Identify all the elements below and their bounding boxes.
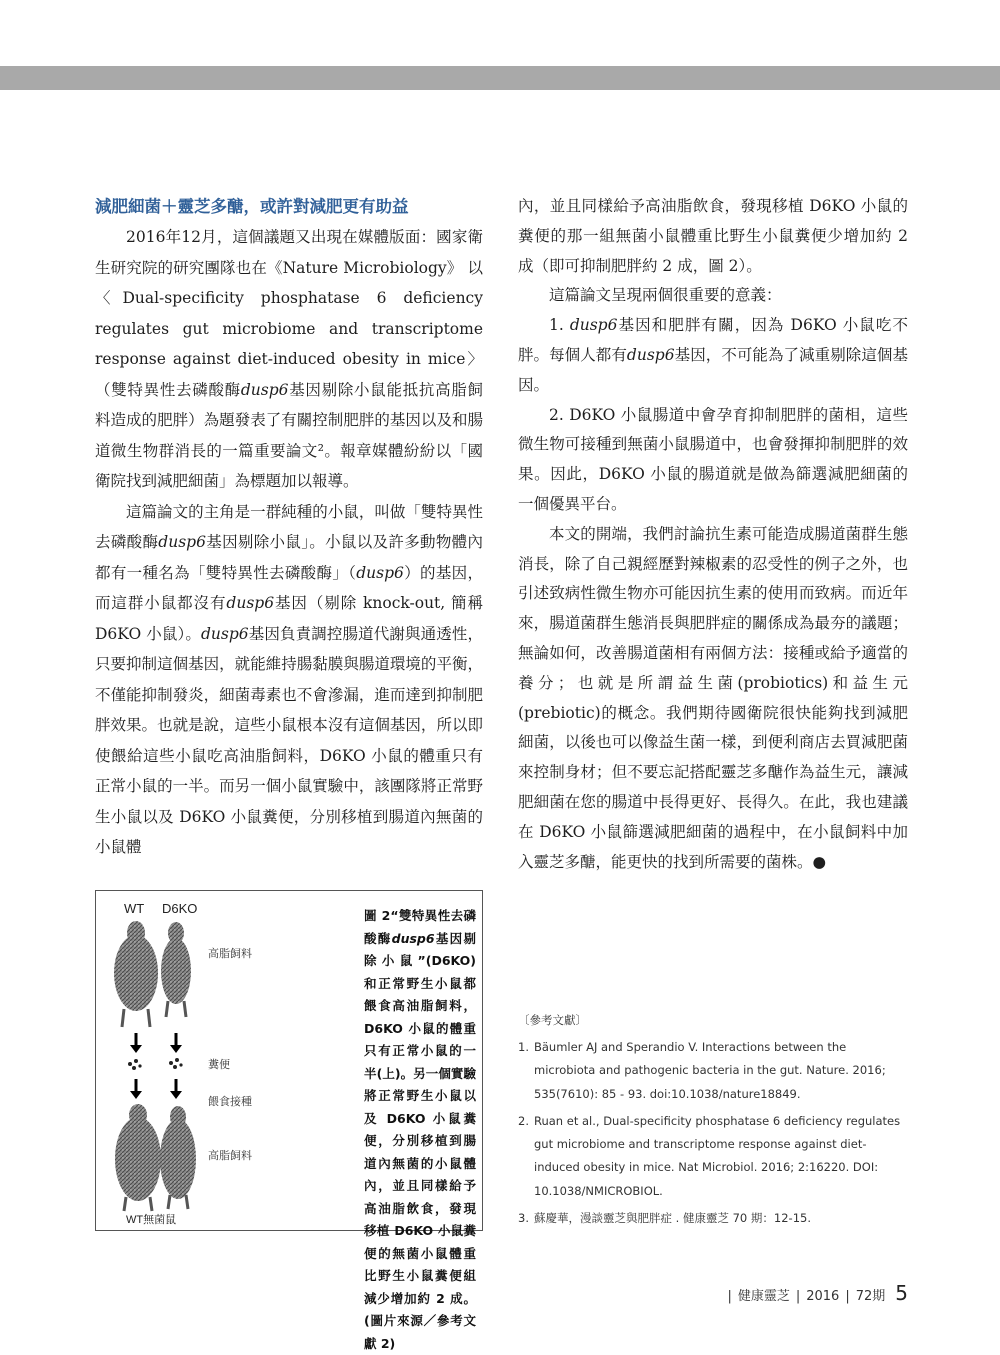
label-feces: 糞便 [208, 1059, 230, 1071]
gene-name: dusp6 [356, 563, 404, 582]
label-germfree: WT無菌鼠 [126, 1214, 177, 1226]
reference-item: 3. 蘇慶華，漫談靈芝與肥胖症 . 健康靈芝 70 期：12-15. [518, 1211, 811, 1226]
gene-name: dusp6 [569, 316, 618, 335]
gene-name: dusp6 [626, 345, 675, 364]
right-column [518, 192, 908, 877]
germfree-mouse-wt [115, 1104, 161, 1211]
header-band [0, 66, 1000, 90]
figure-caption: 圖 2“雙特異性去磷酸酶dusp6基因剔除小鼠”(D6KO) 和正常野生小鼠都餵食高油脂飼料，D6KO 小鼠的體重只有正常小鼠的一半(上)。另一個實驗將正常野生小鼠以及 D6KO 小鼠糞便，分別移植到腸道內無菌的小鼠體內，並且同樣給予高油脂飲食，發現移植 D6KO 小鼠糞便的無菌小鼠體重比野生小鼠糞便組減少增加約 2 成。(圖片來源／參考文獻 2) [364, 908, 476, 1351]
label-d6ko: D6KO [162, 901, 198, 916]
paragraph-7: 本文的開端，我們討論抗生素可能造成腸道菌群生態消長，除了自己親經歷對辣椒素的忍受性的例子之外，也引述致病性微生物亦可能因抗生素的使用而致病。而近年來，腸道菌群生態消長與肥胖症的關係成為最夯的議題；無論如何，改善腸道菌相有兩個方法：接種或給予適當的養分；也就是所謂益生菌(probiotics)和益生元(prebiotic)的概念。我們期待國衛院很快能夠找到減肥細菌，以後也可以像益生菌一樣，到便利商店去買減肥菌來控制身材；但不要忘記搭配靈芝多醣作為益生元，讓減肥細菌在您的腸道中長得更好、長得久。在此，我也建議在 D6KO 小鼠篩選減肥細菌的過程中，在小鼠飼料中加入靈芝多醣，能更快的找到所需要的菌株。● [518, 524, 908, 871]
mice-illustration [98, 893, 360, 1228]
feces-wt [128, 1059, 142, 1070]
gene-name: dusp6 [158, 533, 206, 551]
label-high-fat-2: 高脂飼料 [208, 1150, 252, 1162]
page-footer: | 健康靈芝 | 2016 | 72期 5 [727, 1281, 908, 1305]
wt-mouse-top [114, 921, 158, 1027]
paragraph-6: 2. D6KO 小鼠腸道中會孕育抑制肥胖的菌相，這些微生物可接種到無菌小鼠腸道中，也會發揮抑制肥胖的效果。因此，D6KO 小鼠的腸道就是做為篩選減肥細菌的一個優異平台。 [518, 405, 908, 513]
germfree-mouse-d6ko [160, 1106, 196, 1209]
reference-item: 1. Bäumler AJ and Sperandio V. Interactions between the microbiota and pathogenic bacteria in the gut. Nature. 2016; 535(7610): 85 - 93. doi:10.1038/nature18849. [518, 1040, 886, 1101]
paragraph-4: 這篇論文呈現兩個很重要的意義： [549, 286, 782, 305]
arrow-1a [130, 1033, 142, 1053]
figure-2 [95, 890, 483, 1351]
footer-issue: 72期 [855, 1289, 886, 1304]
paragraph-2: 這篇論文的主角是一群純種的小鼠，叫做「雙特異性去磷酸酶dusp6基因剔除小鼠」。小鼠以及許多動物體內都有一種名為「雙特異性去磷酸酶」（dusp6）的基因，而這群小鼠都沒有dusp6基因（剔除 knock-out, 簡稱 D6KO 小鼠）。dusp6基因負責調控腸道代謝與通透性，只要抑制這個基因，就能維持腸黏膜與腸道環境的平衡，不僅能抑制發炎，細菌毒素也不會滲漏，進而達到抑制肥胖效果。也就是說，這些小鼠根本沒有這個基因，所以即使餵給這些小鼠吃高油脂飼料，D6KO 小鼠的體重只有正常小鼠的一半。而另一個小鼠實驗中，該團隊將正常野生小鼠以及 D6KO 小鼠糞便，分別移植到腸道內無菌的小鼠體 [95, 502, 483, 856]
reference-item: 2. Ruan et al., Dual-specificity phosphatase 6 deficiency regulates gut microbiome and transcriptome response against diet-induced obesity in mice. Nat Microbiol. 2016; 2:16220. DOI: 10.1038/NMICROBIOL. [518, 1113, 901, 1198]
gene-name: dusp6 [226, 594, 275, 612]
gene-name: dusp6 [240, 380, 289, 399]
page-number: 5 [895, 1281, 908, 1305]
d6ko-mouse-top [161, 922, 191, 1017]
gene-name: dusp6 [391, 930, 435, 946]
gene-name: dusp6 [200, 624, 249, 643]
left-column [95, 192, 483, 863]
section-heading: 減肥細菌＋靈芝多醣，或許對減肥更有助益 [95, 197, 409, 216]
label-wt: WT [124, 901, 145, 916]
paragraph-5: 1. dusp6基因和肥胖有關，因為 D6KO 小鼠吃不胖。每個人都有dusp6基因，不可能為了減重剔除這個基因。 [518, 316, 908, 394]
paragraph-3: 內，並且同樣給予高油脂飲食，發現移植 D6KO 小鼠的糞便的那一組無菌小鼠體重比野生小鼠糞便少增加約 2 成（即可抑制肥胖約 2 成，圖 2）。 [518, 197, 908, 275]
references-title: 〔參考文獻〕 [518, 1013, 587, 1027]
footer-magazine: 健康靈芝 [737, 1289, 790, 1304]
references [518, 1008, 908, 1234]
arrow-2a [130, 1079, 142, 1099]
arrow-2b [170, 1079, 182, 1099]
arrow-1b [170, 1033, 182, 1053]
label-inoculation: 餵食接種 [208, 1096, 252, 1108]
feces-d6ko [169, 1058, 183, 1069]
paragraph-1: 2016年12月，這個議題又出現在媒體版面：國家衛生研究院的研究團隊也在《Nature Microbiology》 以〈Dual-specificity phosphatase 6 deficiency regulates gut microbiome and transcriptome response against diet-induced obesity in mice〉（雙特異性去磷酸酶dusp6基因剔除小鼠能抵抗高脂飼料造成的肥胖）為題發表了有關控制肥胖的基因以及和腸道微生物群消長的一篇重要論文²。報章媒體紛紛以「國衛院找到減肥細菌」為標題加以報導。 [95, 228, 483, 490]
footer-year: 2016 [806, 1289, 840, 1304]
label-high-fat-1: 高脂飼料 [208, 948, 252, 960]
